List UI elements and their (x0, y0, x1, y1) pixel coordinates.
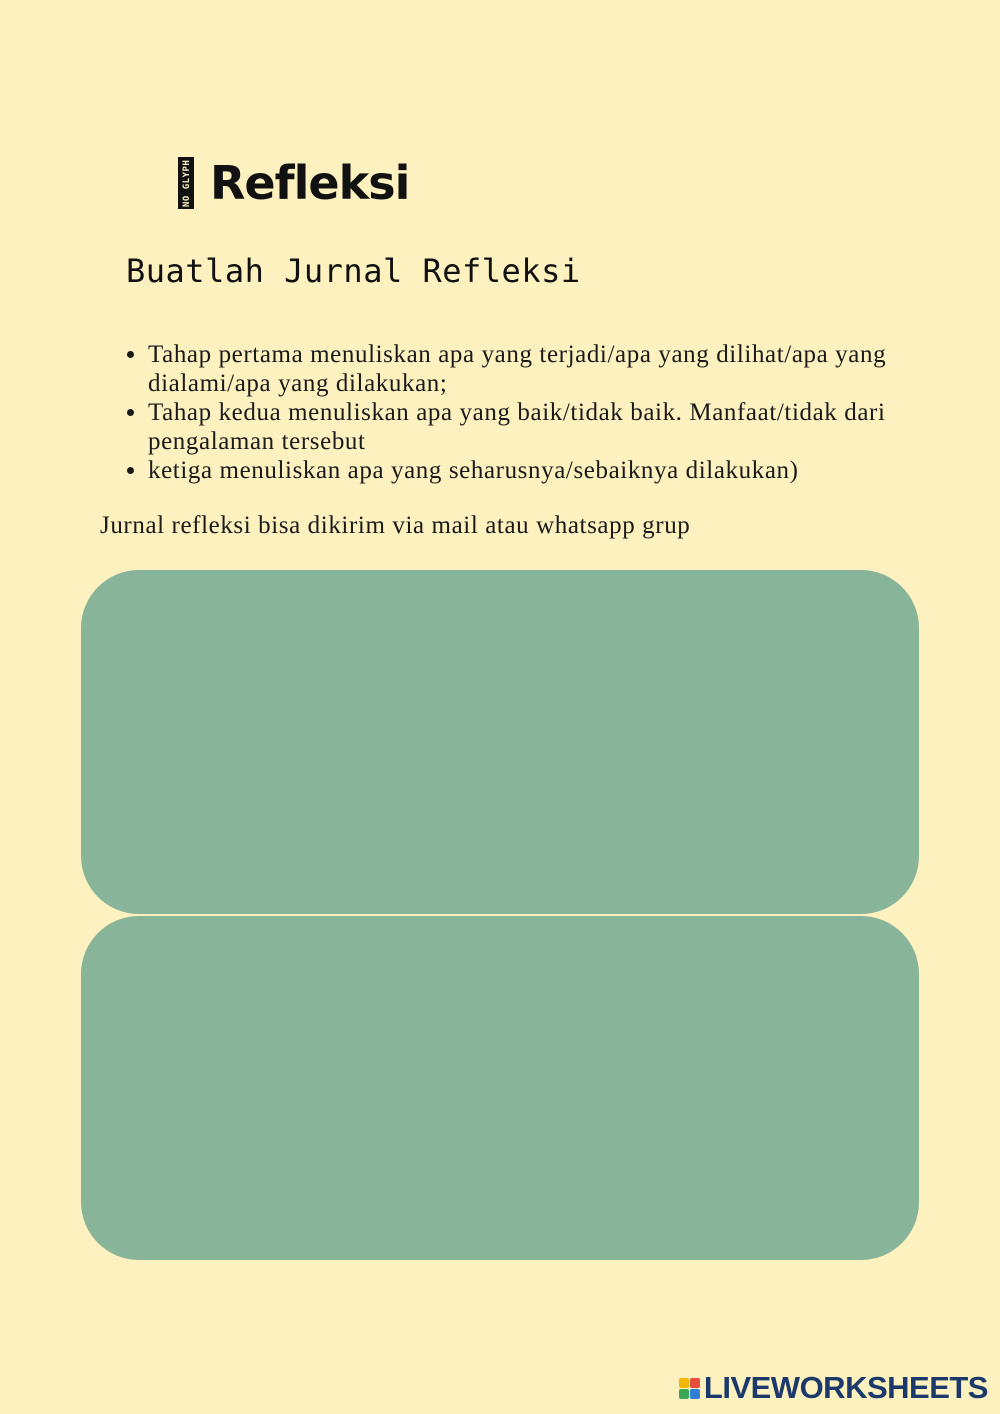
page-title: Refleksi (210, 156, 410, 210)
title-row (178, 156, 409, 210)
liveworksheets-logo-icon (679, 1378, 700, 1399)
brand-logo (679, 1370, 988, 1406)
submission-note: Jurnal refleksi bisa dikirim via mail atau whatsapp grup (100, 512, 691, 539)
noglyph-icon: NO GLYPH (178, 157, 194, 209)
brand-text: LIVEWORKSHEETS (703, 1370, 988, 1405)
answer-box-2[interactable] (81, 916, 919, 1260)
step-item-3: • ketiga menuliskan apa yang seharusnya/sebaiknya dilakukan) (148, 456, 958, 485)
steps-list (118, 340, 958, 485)
step-item-2: • Tahap kedua menuliskan apa yang baik/tidak baik. Manfaat/tidak dari pengalaman tersebut (148, 398, 958, 456)
subtitle: Buatlah Jurnal Refleksi (126, 252, 581, 290)
answer-box-1[interactable] (81, 570, 919, 914)
step-item-1: • Tahap pertama menuliskan apa yang terjadi/apa yang dilihat/apa yang dialami/apa yang dilakukan; (148, 340, 958, 398)
